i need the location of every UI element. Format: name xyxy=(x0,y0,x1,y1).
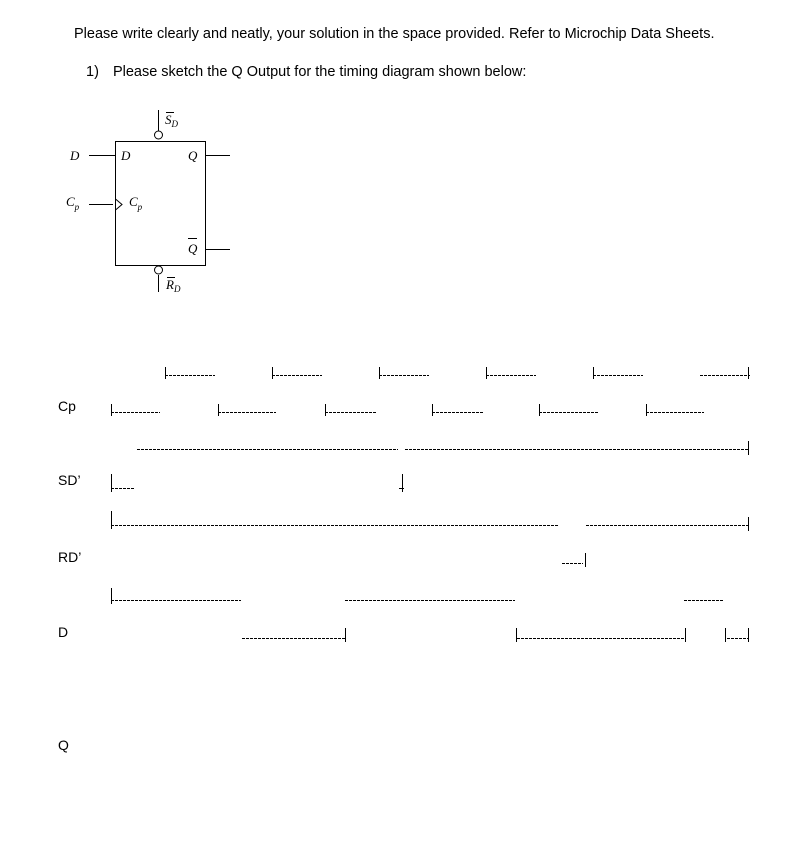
clock-triangle xyxy=(116,199,123,210)
cp-inside-label: $C_p$ xyxy=(129,194,143,212)
d-outside-label: D xyxy=(70,148,80,163)
sd-edges xyxy=(112,441,749,492)
flip-flop-body xyxy=(116,142,206,266)
signal-label-sd: SD’ xyxy=(58,472,81,488)
qbar-label: Q xyxy=(188,241,198,256)
question-number: 1) xyxy=(86,64,99,80)
rd-edges xyxy=(112,511,749,567)
d-inside-label: D xyxy=(121,148,131,163)
sd-inversion-bubble xyxy=(155,131,163,139)
rd-label: $R_D$ xyxy=(166,277,181,294)
cp-edges xyxy=(112,367,749,416)
signal-label-q: Q xyxy=(58,737,69,753)
sd-label: $S_D$ xyxy=(165,112,178,129)
signal-label-d: D xyxy=(58,624,69,640)
cp-outside-label: $C_p$ xyxy=(66,194,80,212)
instruction-text: Please write clearly and neatly, your solution in the space provided. Refer to Microchip Data Sheets. xyxy=(74,26,715,42)
rd-inversion-bubble xyxy=(155,266,163,274)
question-text: Please sketch the Q Output for the timing diagram shown below: xyxy=(112,64,527,80)
signal-label-rd: RD’ xyxy=(58,549,82,565)
signal-label-cp: Cp xyxy=(58,398,76,414)
q-label: Q xyxy=(188,148,198,163)
cp-waveform xyxy=(111,376,750,413)
question-1 xyxy=(86,64,526,80)
d-waveform xyxy=(111,601,748,639)
sd-waveform xyxy=(111,450,748,489)
rd-waveform xyxy=(111,526,748,564)
d-edges xyxy=(112,588,749,642)
